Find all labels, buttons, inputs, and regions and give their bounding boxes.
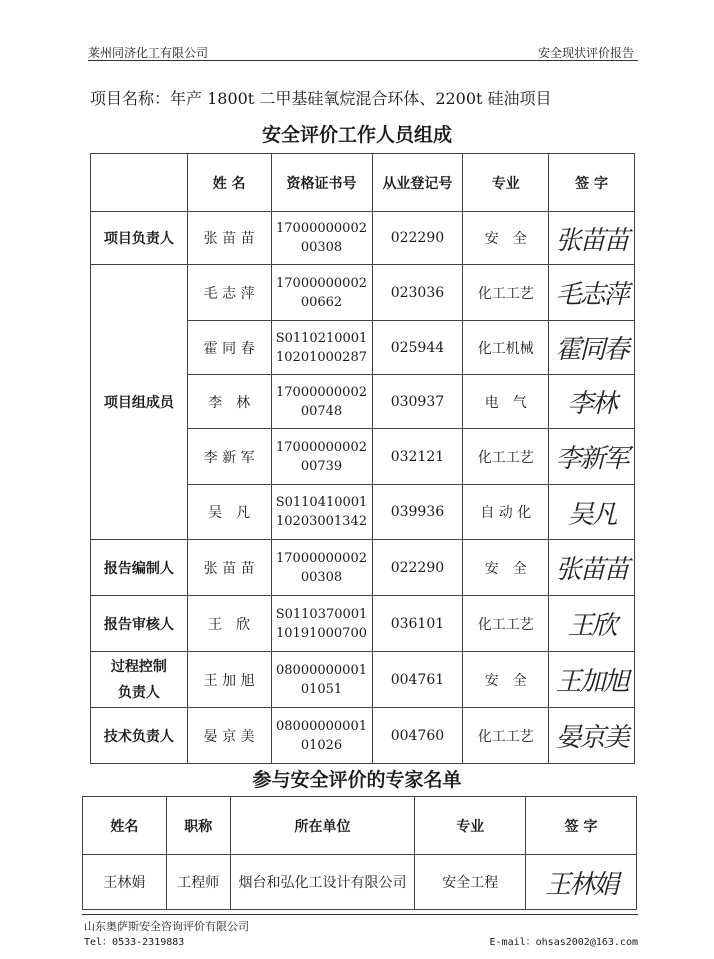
- table-row: [91, 540, 635, 596]
- header-cert: 资格证书号: [271, 154, 372, 212]
- signature: 王欣: [549, 596, 635, 652]
- major-cell: 化工工艺: [463, 596, 549, 652]
- footer-company: 山东奥萨斯安全咨询评价有限公司: [84, 920, 249, 933]
- name-cell: 王 欣: [187, 596, 271, 652]
- signature: 毛志萍: [549, 265, 635, 321]
- header-title: 职称: [166, 797, 230, 855]
- reg-cell: 025944: [372, 321, 463, 375]
- org-cell: 烟台和弘化工设计有限公司: [230, 855, 415, 910]
- role-cell: 过程控制 负责人: [91, 652, 188, 708]
- cert-cell: 17000000002 00662: [271, 265, 372, 321]
- header-name: 姓名: [83, 797, 167, 855]
- footer-email: E-mail：ohsas2002@163.com: [489, 937, 638, 948]
- header-reg: 从业登记号: [372, 154, 463, 212]
- table-row: [83, 855, 637, 910]
- role-cell: 报告审核人: [91, 596, 188, 652]
- cert-cell: 08000000001 01026: [271, 708, 372, 764]
- table-row: [91, 596, 635, 652]
- signature: 张苗苗: [549, 212, 635, 265]
- header-major: 专业: [463, 154, 549, 212]
- reg-cell: 032121: [372, 429, 463, 485]
- footer-tel: Tel：0533-2319883: [84, 937, 185, 948]
- cert-cell: 17000000002 00308: [271, 540, 372, 596]
- major-cell: 化工工艺: [463, 708, 549, 764]
- signature: 李林: [549, 375, 635, 429]
- expert-table: [82, 796, 637, 910]
- major-cell: 电 气: [463, 375, 549, 429]
- header-cell-blank: [91, 154, 188, 212]
- header-company: 莱州同济化工有限公司: [88, 46, 209, 60]
- name-cell: 王林娟: [83, 855, 167, 910]
- name-cell: 毛 志 萍: [187, 265, 271, 321]
- reg-cell: 004761: [372, 652, 463, 708]
- cert-cell: 08000000001 01051: [271, 652, 372, 708]
- major-cell: 化工机械: [463, 321, 549, 375]
- reg-cell: 023036: [372, 265, 463, 321]
- reg-cell: 030937: [372, 375, 463, 429]
- table-row: [91, 652, 635, 708]
- header-signature: 签 字: [526, 797, 637, 855]
- signature: 李新军: [549, 429, 635, 485]
- name-cell: 李 新 军: [187, 429, 271, 485]
- reg-cell: 022290: [372, 540, 463, 596]
- table-row: [91, 265, 635, 321]
- cert-cell: S0110410001 10203001342: [271, 485, 372, 540]
- major-cell: 化工工艺: [463, 429, 549, 485]
- major-cell: 安 全: [463, 540, 549, 596]
- major-cell: 化工工艺: [463, 265, 549, 321]
- name-cell: 王 加 旭: [187, 652, 271, 708]
- signature: 霍同春: [549, 321, 635, 375]
- name-cell: 吴 凡: [187, 485, 271, 540]
- table-header-row: [83, 797, 637, 855]
- signature: 王加旭: [549, 652, 635, 708]
- staff-table-title: 安全评价工作人员组成: [261, 124, 452, 146]
- role-cell: 项目组成员: [91, 265, 188, 540]
- name-cell: 晏 京 美: [187, 708, 271, 764]
- major-cell: 安全工程: [415, 855, 526, 910]
- table-header-row: [91, 154, 635, 212]
- header-name: 姓 名: [187, 154, 271, 212]
- header-signature: 签 字: [549, 154, 635, 212]
- header-major: 专业: [415, 797, 526, 855]
- name-cell: 张 苗 苗: [187, 540, 271, 596]
- page-footer: [82, 914, 638, 948]
- expert-table-title: 参与安全评价的专家名单: [252, 769, 462, 791]
- header-org: 所在单位: [230, 797, 415, 855]
- role-cell: 项目负责人: [91, 212, 188, 265]
- table-row: [91, 212, 635, 265]
- role-cell: 技术负责人: [91, 708, 188, 764]
- signature: 王林娟: [526, 855, 637, 910]
- reg-cell: 022290: [372, 212, 463, 265]
- staff-table: [90, 153, 635, 764]
- reg-cell: 039936: [372, 485, 463, 540]
- role-cell: 报告编制人: [91, 540, 188, 596]
- cert-cell: S0110370001 10191000700: [271, 596, 372, 652]
- name-cell: 张 苗 苗: [187, 212, 271, 265]
- major-cell: 安 全: [463, 652, 549, 708]
- cert-cell: 17000000002 00739: [271, 429, 372, 485]
- cert-cell: 17000000002 00308: [271, 212, 372, 265]
- page-header: [88, 44, 638, 61]
- reg-cell: 004760: [372, 708, 463, 764]
- title-cell: 工程师: [166, 855, 230, 910]
- name-cell: 霍 同 春: [187, 321, 271, 375]
- cert-cell: S0110210001 10201000287: [271, 321, 372, 375]
- signature: 吴凡: [549, 485, 635, 540]
- project-name: 项目名称：年产 1800t 二甲基硅氧烷混合环体、2200t 硅油项目: [90, 89, 552, 108]
- major-cell: 自 动 化: [463, 485, 549, 540]
- signature: 张苗苗: [549, 540, 635, 596]
- cert-cell: 17000000002 00748: [271, 375, 372, 429]
- table-row: [91, 708, 635, 764]
- signature: 晏京美: [549, 708, 635, 764]
- name-cell: 李 林: [187, 375, 271, 429]
- reg-cell: 036101: [372, 596, 463, 652]
- major-cell: 安 全: [463, 212, 549, 265]
- header-doc-type: 安全现状评价报告: [537, 46, 634, 60]
